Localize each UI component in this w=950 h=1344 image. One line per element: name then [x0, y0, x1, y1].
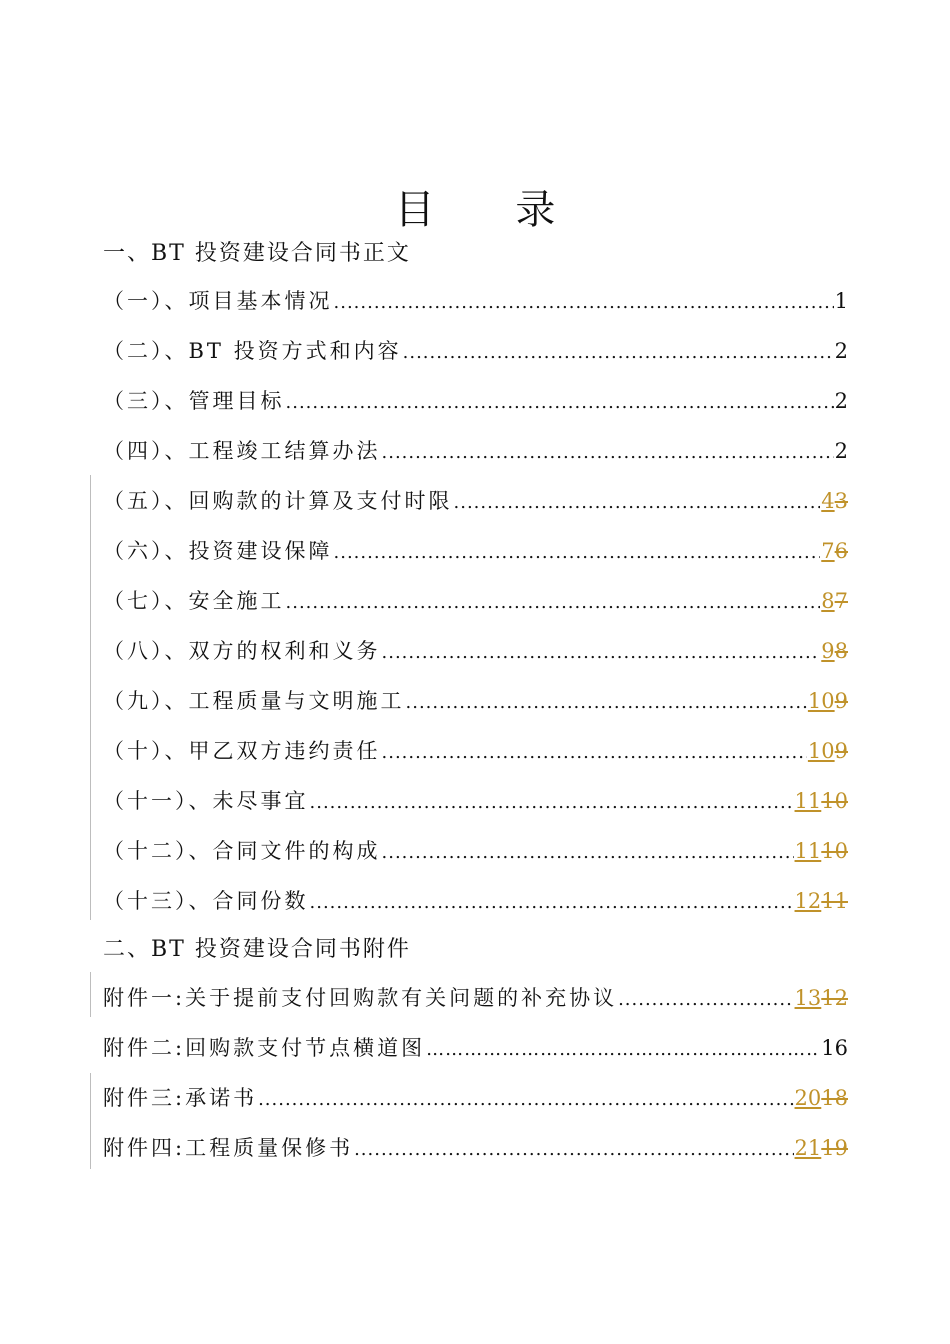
toc-page-number	[795, 889, 848, 913]
toc-dot-leader	[286, 392, 834, 413]
toc-entry-label: （十一）、未尽事宜	[103, 789, 309, 813]
toc-dot-leader	[310, 792, 794, 813]
toc-dot-leader	[382, 442, 834, 463]
page-number: 2	[834, 339, 848, 363]
toc-entry[interactable]	[103, 785, 848, 815]
toc-entry[interactable]	[103, 535, 848, 565]
inserted-page-number: 11	[794, 789, 822, 813]
deleted-page-number: 10	[821, 789, 848, 813]
toc-page-number	[835, 339, 848, 363]
toc-page-number	[808, 689, 848, 713]
toc-dot-leader	[382, 842, 794, 863]
toc-dot-leader	[403, 342, 834, 363]
toc-page-number	[821, 639, 848, 663]
page-title: 目 录	[394, 187, 590, 233]
toc-entry-label: （九）、工程质量与文明施工	[103, 689, 405, 713]
toc-page-number	[821, 1036, 848, 1060]
toc-entry-label: 附件二:回购款支付节点横道图	[103, 1036, 426, 1060]
toc-entry[interactable]	[103, 585, 848, 615]
toc-dot-leader	[382, 742, 807, 763]
toc-page-number	[795, 986, 848, 1010]
toc-dot-leader	[406, 692, 807, 713]
toc-page-number	[795, 839, 848, 863]
toc-entry[interactable]	[103, 285, 848, 315]
page-number: 2	[834, 389, 848, 413]
page-number: 16	[821, 1036, 848, 1060]
page-number: 2	[834, 439, 848, 463]
toc-dot-leader	[334, 542, 821, 563]
toc-entry-label: （四）、工程竣工结算办法	[103, 439, 381, 463]
deleted-page-number: 9	[834, 739, 848, 763]
toc-page-number	[795, 1136, 848, 1160]
inserted-page-number: 4	[821, 489, 835, 513]
toc-dot-leader	[334, 292, 834, 313]
inserted-page-number: 10	[807, 689, 835, 713]
toc-entry[interactable]	[103, 635, 848, 665]
toc-entry-label: 附件三:承诺书	[103, 1086, 258, 1110]
deleted-page-number: 10	[821, 839, 848, 863]
toc-page-number	[808, 739, 848, 763]
toc-entry[interactable]	[103, 885, 848, 915]
toc-dot-leader	[258, 1089, 793, 1110]
revision-change-bar	[90, 972, 91, 1017]
toc-page-number	[821, 589, 848, 613]
inserted-page-number: 8	[821, 589, 835, 613]
toc-entry-label: （六）、投资建设保障	[103, 539, 333, 563]
toc-entry[interactable]	[103, 485, 848, 515]
toc-entry-label: （三）、管理目标	[103, 389, 285, 413]
revision-change-bar	[90, 475, 91, 920]
toc-dot-leader	[618, 989, 793, 1010]
page-number: 1	[834, 289, 848, 313]
toc-entry-label: （十三）、合同份数	[103, 889, 309, 913]
toc-entry[interactable]	[103, 1032, 848, 1062]
inserted-page-number: 12	[794, 889, 822, 913]
toc-page-number	[795, 1086, 848, 1110]
toc-page-number	[835, 289, 848, 313]
toc-entry-label: （十二）、合同文件的构成	[103, 839, 381, 863]
toc-entry-label: （五）、回购款的计算及支付时限	[103, 489, 453, 513]
toc-page-number	[821, 489, 848, 513]
inserted-page-number: 9	[821, 639, 835, 663]
inserted-page-number: 11	[794, 839, 822, 863]
toc-dot-leader	[354, 1139, 793, 1160]
toc-page-number	[821, 539, 848, 563]
toc-entry-label: 附件四:工程质量保修书	[103, 1136, 354, 1160]
toc-entry[interactable]	[103, 435, 848, 465]
toc-entry-label: （七）、安全施工	[103, 589, 285, 613]
toc-page-number	[835, 439, 848, 463]
deleted-page-number: 19	[821, 1136, 848, 1160]
toc-dot-leader	[286, 592, 821, 613]
inserted-page-number: 21	[794, 1136, 822, 1160]
toc-dot-leader	[310, 892, 794, 913]
toc-entry[interactable]	[103, 385, 848, 415]
toc-entry[interactable]	[103, 335, 848, 365]
deleted-page-number: 12	[821, 986, 848, 1010]
toc-entry-label: （一）、项目基本情况	[103, 289, 333, 313]
toc-entry[interactable]	[103, 1082, 848, 1112]
deleted-page-number: 3	[834, 489, 848, 513]
toc-entry[interactable]	[103, 1132, 848, 1162]
inserted-page-number: 10	[807, 739, 835, 763]
toc-entry-label: （十）、甲乙双方违约责任	[103, 739, 381, 763]
toc-dot-leader	[382, 642, 821, 663]
inserted-page-number: 20	[794, 1086, 822, 1110]
deleted-page-number: 6	[834, 539, 848, 563]
deleted-page-number: 18	[821, 1086, 848, 1110]
revision-change-bar	[90, 1073, 91, 1169]
deleted-page-number: 9	[834, 689, 848, 713]
toc-entry-label: （二）、BT 投资方式和内容	[103, 339, 402, 363]
toc-entry[interactable]	[103, 835, 848, 865]
toc-entry[interactable]	[103, 735, 848, 765]
toc-entry[interactable]	[103, 685, 848, 715]
toc-dot-leader	[426, 1039, 820, 1060]
deleted-page-number: 8	[834, 639, 848, 663]
toc-page-number	[835, 389, 848, 413]
toc-entry[interactable]	[103, 982, 848, 1012]
section-heading-attachments: 二、BT 投资建设合同书附件	[103, 937, 411, 962]
inserted-page-number: 13	[794, 986, 822, 1010]
deleted-page-number: 7	[834, 589, 848, 613]
deleted-page-number: 11	[821, 889, 848, 913]
toc-page-number	[795, 789, 848, 813]
toc-dot-leader	[454, 492, 821, 513]
section-heading-main-text: 一、BT 投资建设合同书正文	[103, 241, 411, 266]
toc-entry-label: （八）、双方的权利和义务	[103, 639, 381, 663]
inserted-page-number: 7	[821, 539, 835, 563]
toc-entry-label: 附件一:关于提前支付回购款有关问题的补充协议	[103, 986, 618, 1010]
